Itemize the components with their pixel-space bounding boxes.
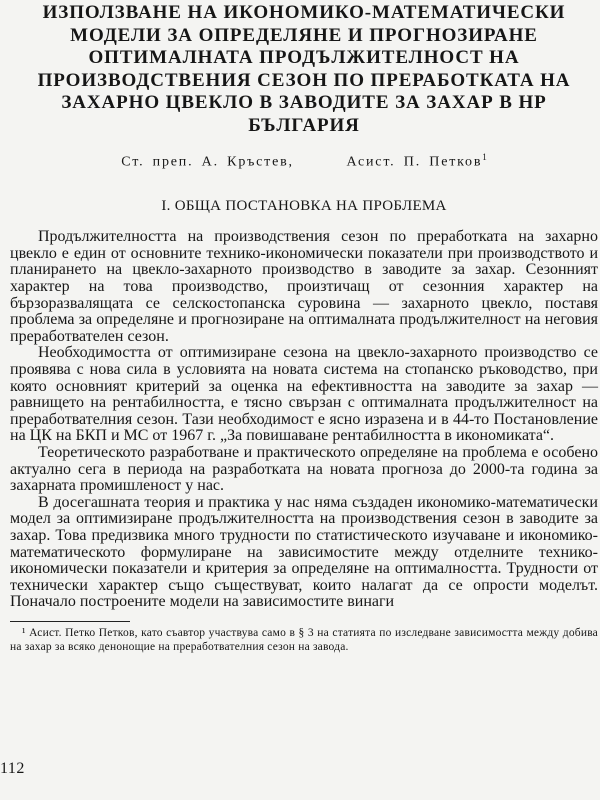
authors-line <box>10 152 598 171</box>
paragraph-4: В досегашната теория и практика у нас няма създаден икономико-математически модел за оптимизиране продължителността на производствения сезон в заводите за захар. Това предизвика много трудности по статистическото изучаване и икономико-математическото формулиране на зависимостите между отделните технико-икономически показатели и критерия за определяне на оптималността. Трудности от технически характер също съществуват, които налагат да се опрости моделът. Поначало построените модели на зависимостите винаги <box>10 493 598 611</box>
author-first: Ст. преп. А. Кръстев, <box>121 154 294 170</box>
page-number: 112 <box>0 760 25 777</box>
footnote-marker: 1 <box>482 151 487 162</box>
document-page <box>10 0 598 654</box>
section-heading: I. ОБЩА ПОСТАНОВКА НА ПРОБЛЕМА <box>161 198 447 215</box>
author-second: Асист. П. Петков <box>346 154 483 170</box>
paragraph-3: Теоретическото разработване и практическото определяне на проблема е особено актуално сега в периода на разработката на новата прогноза до 2000-та година за захарната промишленост у нас. <box>10 443 598 495</box>
paragraph-1: Продължителността на производствения сезон по преработката на захарно цвекло е един от основните технико-икономически показатели при производството и планирането на цвекло-захарното производство в заводите за захар. Сезонният характер на това производство, произтичащ от сезонния характер на бързоразвалящата се селскостопанска суровина — захарното цвекло, поставя проблема за определяне и прогнозиране на оптималната продължителност на неговия преработвателен сезон. <box>10 228 598 345</box>
article-title: ИЗПОЛЗВАНЕ НА ИКОНОМИКО-МАТЕМАТИЧЕСКИ МОДЕЛИ ЗА ОПРЕДЕЛЯНЕ И ПРОГНОЗИРАНЕ ОПТИМАЛНАТА ПРОДЪЛЖИТЕЛНОСТ НА ПРОИЗВОДСТВЕНИЯ СЕЗОН ПО ПРЕРАБОТКАТА НА ЗАХАРНО ЦВЕКЛО В ЗАВОДИТЕ ЗА ЗАХАР В НР БЪЛГАРИЯ <box>37 2 571 136</box>
paragraph-2: Необходимостта от оптимизиране сезона на цвекло-захарното производство се проявява с нова сила в условията на новата система на стопанско ръководство, при която основният критерий за оценка на ефективността на заводите за захар — равнището на рентабилността, е тясно свързан с оптималната продължителност на преработвателния сезон. Тази необходимост е ясно изразена и в 44-то Постановление на ЦК на БКП и МС от 1967 г. „За повишаване рентабилността в икономиката“. <box>10 344 598 445</box>
footnote: ¹ Асист. Петко Петков, като съавтор участвува само в § 3 на статията по изследване зависимостта между добива на захар за всяко денонощие на преработвателния сезон на завода. <box>10 626 598 653</box>
article-body <box>10 229 598 611</box>
footnote-divider <box>10 621 130 622</box>
